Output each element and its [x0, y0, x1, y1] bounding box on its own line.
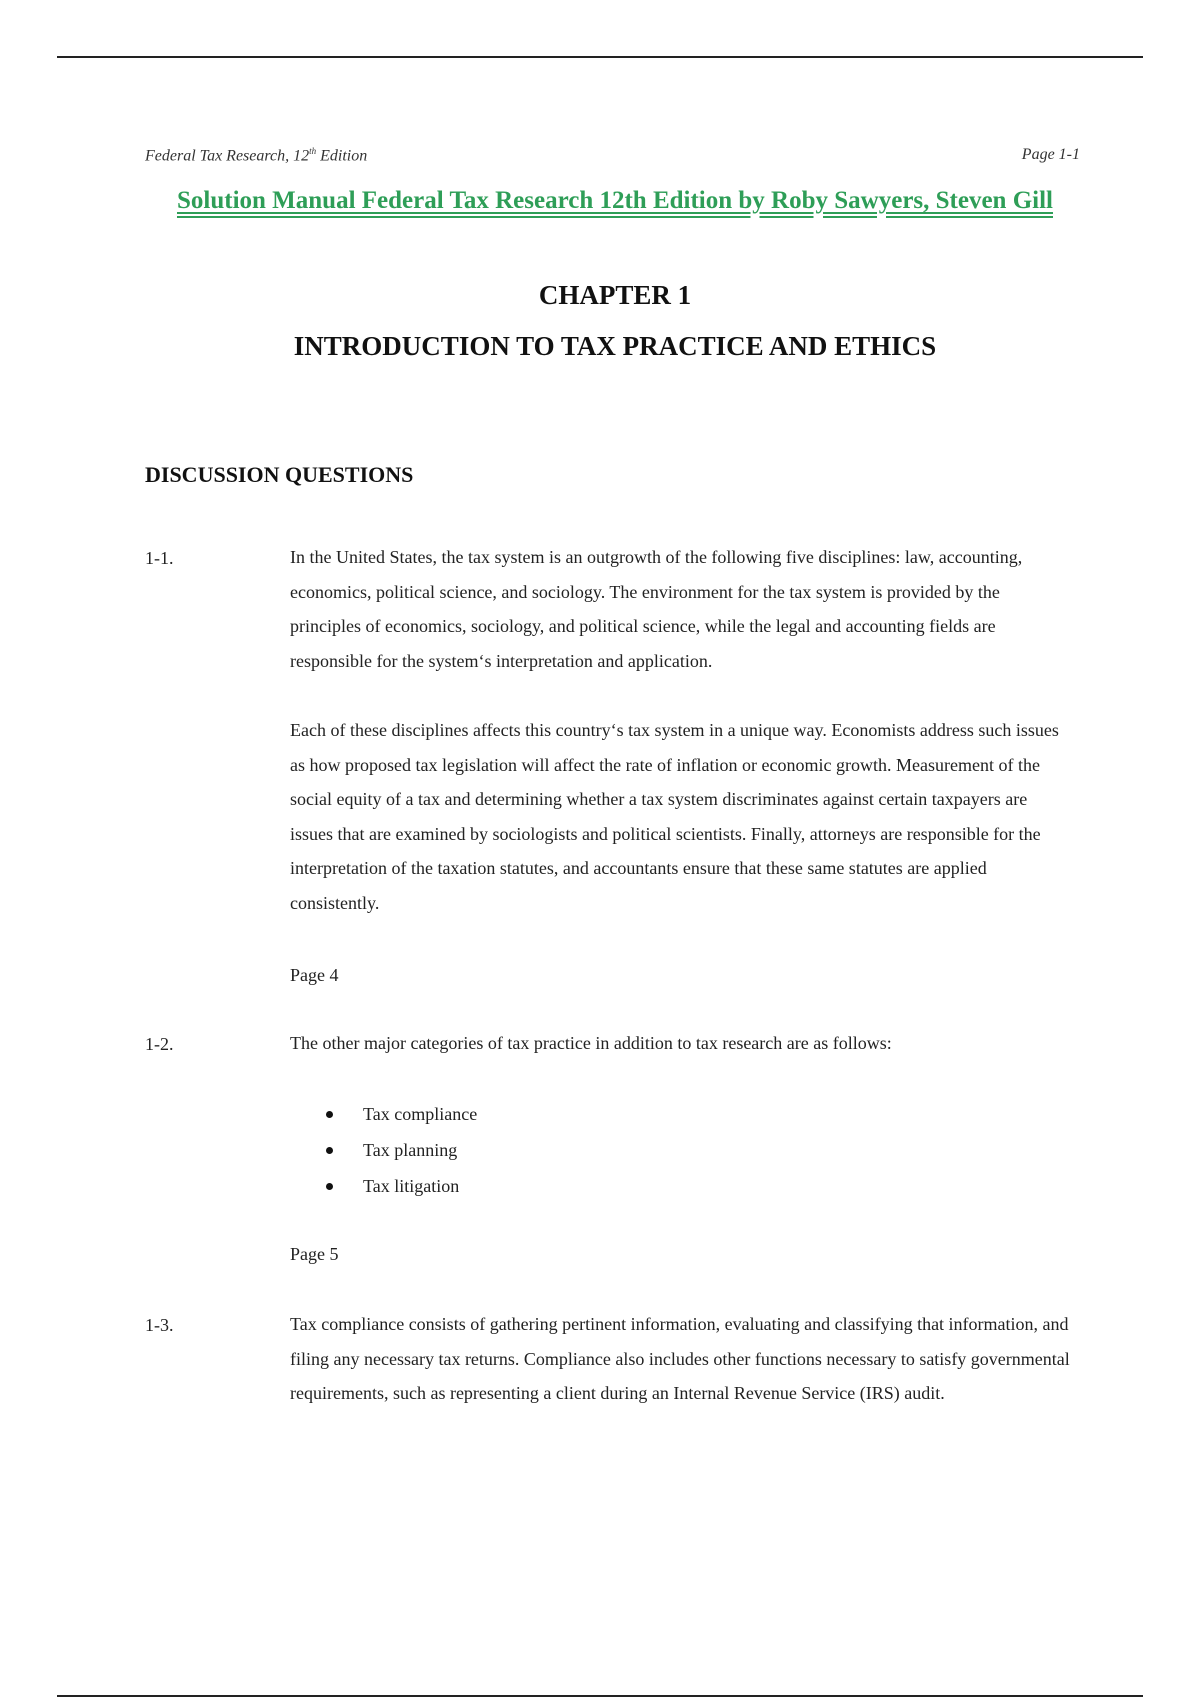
section-title: DISCUSSION QUESTIONS: [145, 462, 414, 487]
answer-paragraph: In the United States, the tax system is an outgrowth of the following five disciplines: law, accounting, economics, political science, and sociology. The environment for the tax system is provided by the principles of economics, sociology, and political science, while the legal and accounting fields are responsible for the system‘s interpretation and application.: [290, 547, 1023, 671]
question-number: 1-2.: [145, 1034, 174, 1054]
answer-paragraph: Each of these disciplines affects this country‘s tax system in a unique way. Economists address such issues as how proposed tax legislation will affect the rate of inflation or economic growth. Measurement of the social equity of a tax and determining whether a tax system discriminates against certain taxpayers are issues that are examined by sociologists and political scientists. Finally, attorneys are responsible for the interpretation of the taxation statutes, and accountants ensure that these same statutes are applied consistently.: [290, 720, 1059, 913]
running-head-page-number: Page 1-1: [1021, 146, 1080, 163]
bullet-icon: [326, 1147, 333, 1154]
page-reference: Page 5: [290, 1244, 339, 1264]
bullet-list: [290, 1096, 477, 1204]
answer-paragraph: The other major categories of tax practice in addition to tax research are as follows:: [290, 1033, 892, 1053]
bottom-rule: [57, 1695, 1143, 1697]
bullet-icon: [326, 1111, 333, 1118]
running-head-book-title: Federal Tax Research, 12th Edition: [145, 146, 368, 165]
question-number: 1-3.: [145, 1315, 174, 1335]
question-number: 1-1.: [145, 548, 174, 568]
answer-paragraph: Tax compliance consists of gathering pertinent information, evaluating and classifying that information, and filing any necessary tax returns. Compliance also includes other functions necessary to satisfy governmental requirements, such as representing a client during an Internal Revenue Service (IRS) audit.: [290, 1314, 1070, 1403]
list-item: Tax planning: [290, 1132, 477, 1168]
chapter-number: CHAPTER 1: [538, 280, 692, 310]
solution-manual-link[interactable]: Solution Manual Federal Tax Research 12th Edition by Roby Sawyers, Steven Gill: [176, 187, 1053, 214]
page-reference: Page 4: [290, 965, 339, 985]
list-item: Tax litigation: [290, 1168, 477, 1204]
list-item: Tax compliance: [290, 1096, 477, 1132]
chapter-title: INTRODUCTION TO TAX PRACTICE AND ETHICS: [293, 331, 937, 361]
bullet-icon: [326, 1183, 333, 1190]
